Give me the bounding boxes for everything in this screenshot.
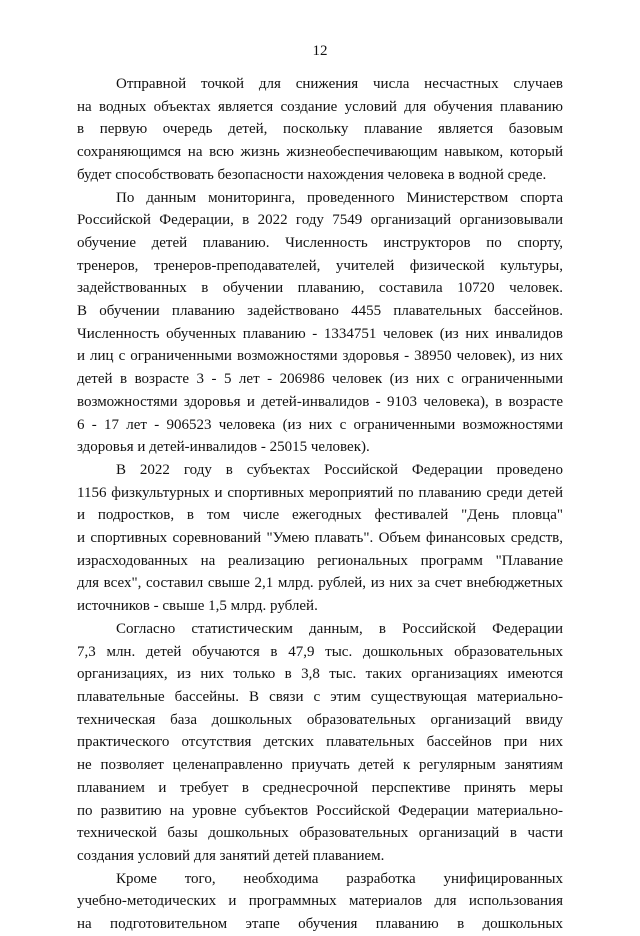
text-line: В 2022 году в субъектах Российской Федерации проведено — [116, 461, 563, 478]
text-line: плаванием и требует в среднесрочной перспективе принять меры — [77, 779, 563, 796]
text-line: Отправной точкой для снижения числа несчастных случаев — [116, 76, 563, 92]
page-number: 12 — [312, 43, 328, 59]
text-line: на подготовительном этапе обучения плаванию в дошкольных — [77, 916, 563, 933]
text-line: 1156 физкультурных и спортивных мероприятий по плаванию среди детей — [77, 484, 563, 501]
text-line: по развитию на уровне субъектов Российской Федерации материально- — [77, 802, 563, 819]
text-line: здоровья и детей-инвалидов - 25015 человек). — [77, 439, 370, 456]
text-line: источников - свыше 1,5 млрд. рублей. — [77, 598, 318, 615]
paragraph — [77, 868, 563, 936]
text-line: и лиц с ограниченными возможностями здоровья - 38950 человек), из них — [77, 348, 563, 365]
text-line: учебно-методических и программных материалов для использования — [77, 893, 563, 910]
text-line: и спортивных соревнований "Умею плавать". Объем финансовых средств, — [77, 530, 563, 547]
text-line: в первую очередь детей, поскольку плавание является базовым — [77, 121, 563, 138]
text-line: для всех", составил свыше 2,1 млрд. рублей, из них за счет внебюджетных — [77, 575, 563, 592]
text-line: и подростков, в том числе ежегодных фестивалей "День пловца" — [77, 507, 563, 524]
text-line: технической базы дошкольных образовательных организаций в части — [77, 825, 563, 842]
text-line: Российской Федерации, в 2022 году 7549 организаций организовывали — [77, 212, 563, 229]
text-line: В обучении плаванию задействовано 4455 плавательных бассейнов. — [77, 303, 563, 320]
text-line: Согласно статистическим данным, в Российской Федерации — [116, 620, 563, 637]
text-line: не позволяет целенаправленно приучать детей к регулярным занятиям — [77, 757, 563, 774]
text-line: будет способствовать безопасности нахождения человека в водной среде. — [77, 166, 547, 183]
text-line: 7,3 млн. детей обучаются в 47,9 тыс. дошкольных образовательных — [77, 643, 563, 660]
text-line: По данным мониторинга, проведенного Министерством спорта — [116, 189, 563, 206]
text-line: на водных объектах является создание условий для обучения плаванию — [77, 98, 563, 115]
text-line: Кроме того, необходима разработка унифицированных — [116, 870, 563, 887]
text-line: сохраняющимся на всю жизнь жизнеобеспечивающим навыком, который — [77, 144, 563, 161]
text-line: 6 - 17 лет - 906523 человека (из них с ограниченными возможностями — [77, 416, 563, 433]
text-line: Численность обученных плаванию - 1334751 человек (из них инвалидов — [77, 325, 563, 342]
document-body — [77, 73, 563, 936]
paragraph — [77, 459, 563, 618]
text-line: возможностями здоровья и детей-инвалидов - 9103 человека), в возрасте — [77, 393, 563, 410]
paragraph — [77, 187, 563, 459]
text-line: детей в возрасте 3 - 5 лет - 206986 человек (из них с ограниченными — [77, 371, 563, 388]
text-line: практического отсутствия детских плавательных бассейнов при них — [77, 734, 563, 751]
text-line: создания условий для занятий детей плаванием. — [77, 847, 385, 864]
text-line: обучение детей плаванию. Численность инструкторов по спорту, — [77, 234, 563, 251]
text-line: техническая база дошкольных образовательных организаций ввиду — [77, 711, 563, 728]
text-line: задействованных в обучении плаванию, составила 10720 человек. — [77, 280, 563, 297]
text-line: плавательные бассейны. В связи с этим существующая материально- — [77, 688, 563, 705]
text-line: организациях, из них только в 3,8 тыс. таких организациях имеются — [77, 666, 563, 683]
paragraph — [77, 618, 563, 868]
text-line: израсходованных на реализацию региональных программ "Плавание — [77, 552, 563, 569]
text-line: тренеров, тренеров-преподавателей, учителей физической культуры, — [77, 257, 563, 274]
paragraph — [77, 73, 563, 187]
